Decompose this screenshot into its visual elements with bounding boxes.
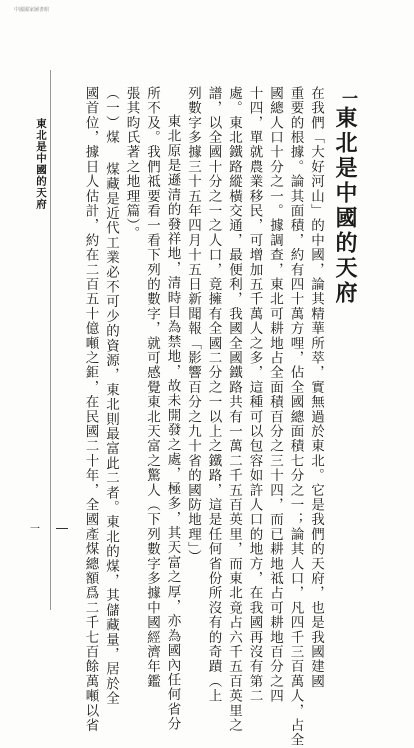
- text-column: 十四，單就農業移民，可增加五千萬人之多，這種可以包容如許人口的地方，在我國再沒有第二: [246, 86, 263, 704]
- text-column: 張其昀氏著之地理篇）。: [123, 86, 140, 241]
- text-column: 列數字多據三十五年四月十五日新聞報「影響百分之九十省的國防地理」）: [185, 86, 201, 565]
- text-column: 在我們「大好河山」的中國，論其精華所萃，實無過於東北。它是我們的天府，也是我國建國: [308, 86, 324, 689]
- text-column: 東北原是遜清的發祥地，清時目為禁地，故未開發之處，極多，其天富之厚，亦為國內任何省分: [164, 114, 181, 732]
- margin-rule: [50, 70, 51, 610]
- running-head: 東北是中國的天府: [35, 118, 47, 210]
- page-mark: [56, 528, 68, 529]
- page-number: 一: [30, 524, 40, 535]
- text-column: 處。東北鐵路縱橫交通，最便利，我國全國鐵路共有一萬二千五百英里，而東北竟占六千五百英里之: [226, 86, 242, 733]
- text-column: （一）煤 煤藏是近代工業必不可少的資源，東北則最富此二者。東北的煤，其儲藏量，居於全: [103, 86, 119, 706]
- text-column: 譜，以全國十分之一之人口，竟擁有全國二分之一以上之鐵路，這是任何省份所沒有的奇蹟（上: [205, 86, 222, 704]
- text-column: 國總人口十分之一。據調查，東北可耕地占全面積百分之三十四，而已耕地祗占可耕地百分之四: [267, 86, 283, 704]
- library-watermark: 中國國家圖書館: [14, 7, 50, 13]
- chapter-title: 東北是中國的天府: [332, 106, 358, 306]
- text-column: 國首位，據日人估計，約在二百五十億噸之鉅，在民國二十年，全國產煤總額爲二千七百餘萬噸以省: [82, 86, 99, 733]
- text-column: 重要的根據。論其面積，約有四十萬方哩，佔全國總面積七分之一；論其人口，凡四千三百萬人，占全: [287, 86, 304, 748]
- text-column: 所不及。我們祗要看一看下列的數字，就可感覺東北天富之驚人（下列數字多據中國經濟年鑑: [144, 86, 160, 689]
- chapter-number: 一: [342, 89, 359, 108]
